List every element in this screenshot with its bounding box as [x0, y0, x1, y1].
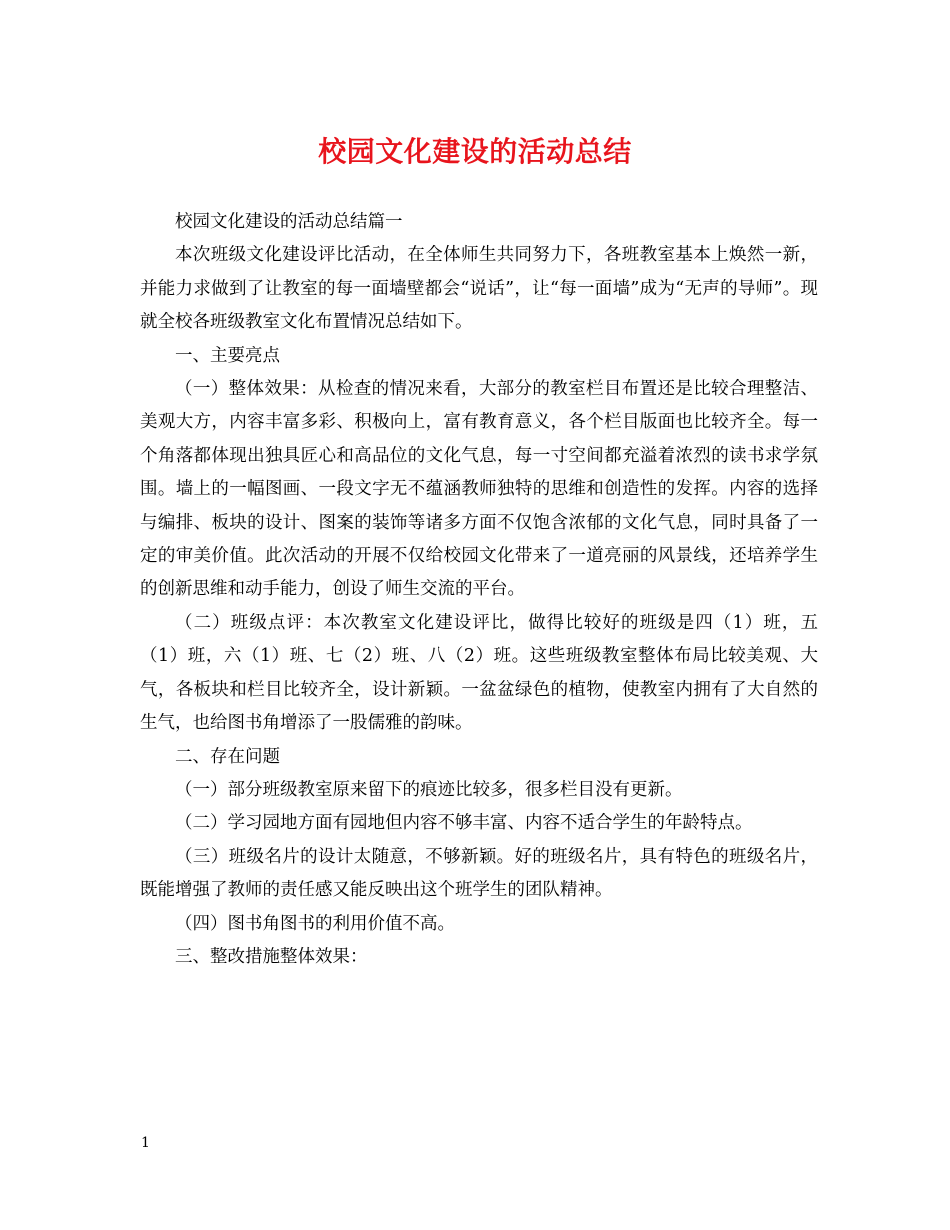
heading-problems: 二、存在问题 — [175, 746, 280, 767]
paragraph-class-review: （二）班级点评：本次教室文化建设评比，做得比较好的班级是四（1）班，五（1）班，六（1）班、七（2）班、八（2）班。这些班级教室整体布局比较美观、大气，各板块和栏目比较齐全，设计新颖。一盆盆绿色的植物，使教室内拥有了大自然的生气，也给图书角增添了一股儒雅的韵味。 — [140, 612, 818, 734]
paragraph-problem-3: （三）班级名片的设计太随意，不够新颖。好的班级名片，具有特色的班级名片，既能增强了教师的责任感又能反映出这个班学生的团队精神。 — [140, 846, 818, 901]
paragraph-problem-1: （一）部分班级教室原来留下的痕迹比较多，很多栏目没有更新。 — [175, 779, 683, 800]
page-number: 1 — [141, 1135, 150, 1151]
paragraph-section-heading: 校园文化建设的活动总结篇一 — [175, 212, 403, 232]
paragraph-overall-effect: （一）整体效果：从检查的情况来看，大部分的教室栏目布置还是比较合理整洁、美观大方，内容丰富多彩、积极向上，富有教育意义，各个栏目版面也比较齐全。每一个角落都体现出独具匠心和高品位的文化气息，每一寸空间都充溢着浓烈的读书求学氛围。墙上的一幅图画、一段文字无不蕴涵教师独特的思维和创造性的发挥。内容的选择与编排、板块的设计、图案的装饰等诸多方面不仅饱含浓郁的文化气息，同时具备了一定的审美价值。此次活动的开展不仅给校园文化带来了一道亮丽的风景线，还培养学生的创新思维和动手能力，创设了师生交流的平台。 — [140, 379, 818, 600]
document-title: 校园文化建设的活动总结 — [318, 135, 632, 168]
document-body — [140, 206, 818, 974]
paragraph-intro: 本次班级文化建设评比活动，在全体师生共同努力下，各班教室基本上焕然一新，并能力求做到了让教室的每一面墙壁都会“说话”，让“每一面墙”成为“无声的导师”。现就全校各班级教室文化布置情况总结如下。 — [140, 245, 818, 333]
heading-measures: 三、整改措施整体效果： — [175, 946, 368, 967]
paragraph-problem-2: （二）学习园地方面有园地但内容不够丰富、内容不适合学生的年龄特点。 — [175, 813, 753, 834]
paragraph-problem-4: （四）图书角图书的利用价值不高。 — [175, 913, 455, 934]
heading-highlights: 一、主要亮点 — [175, 345, 280, 366]
